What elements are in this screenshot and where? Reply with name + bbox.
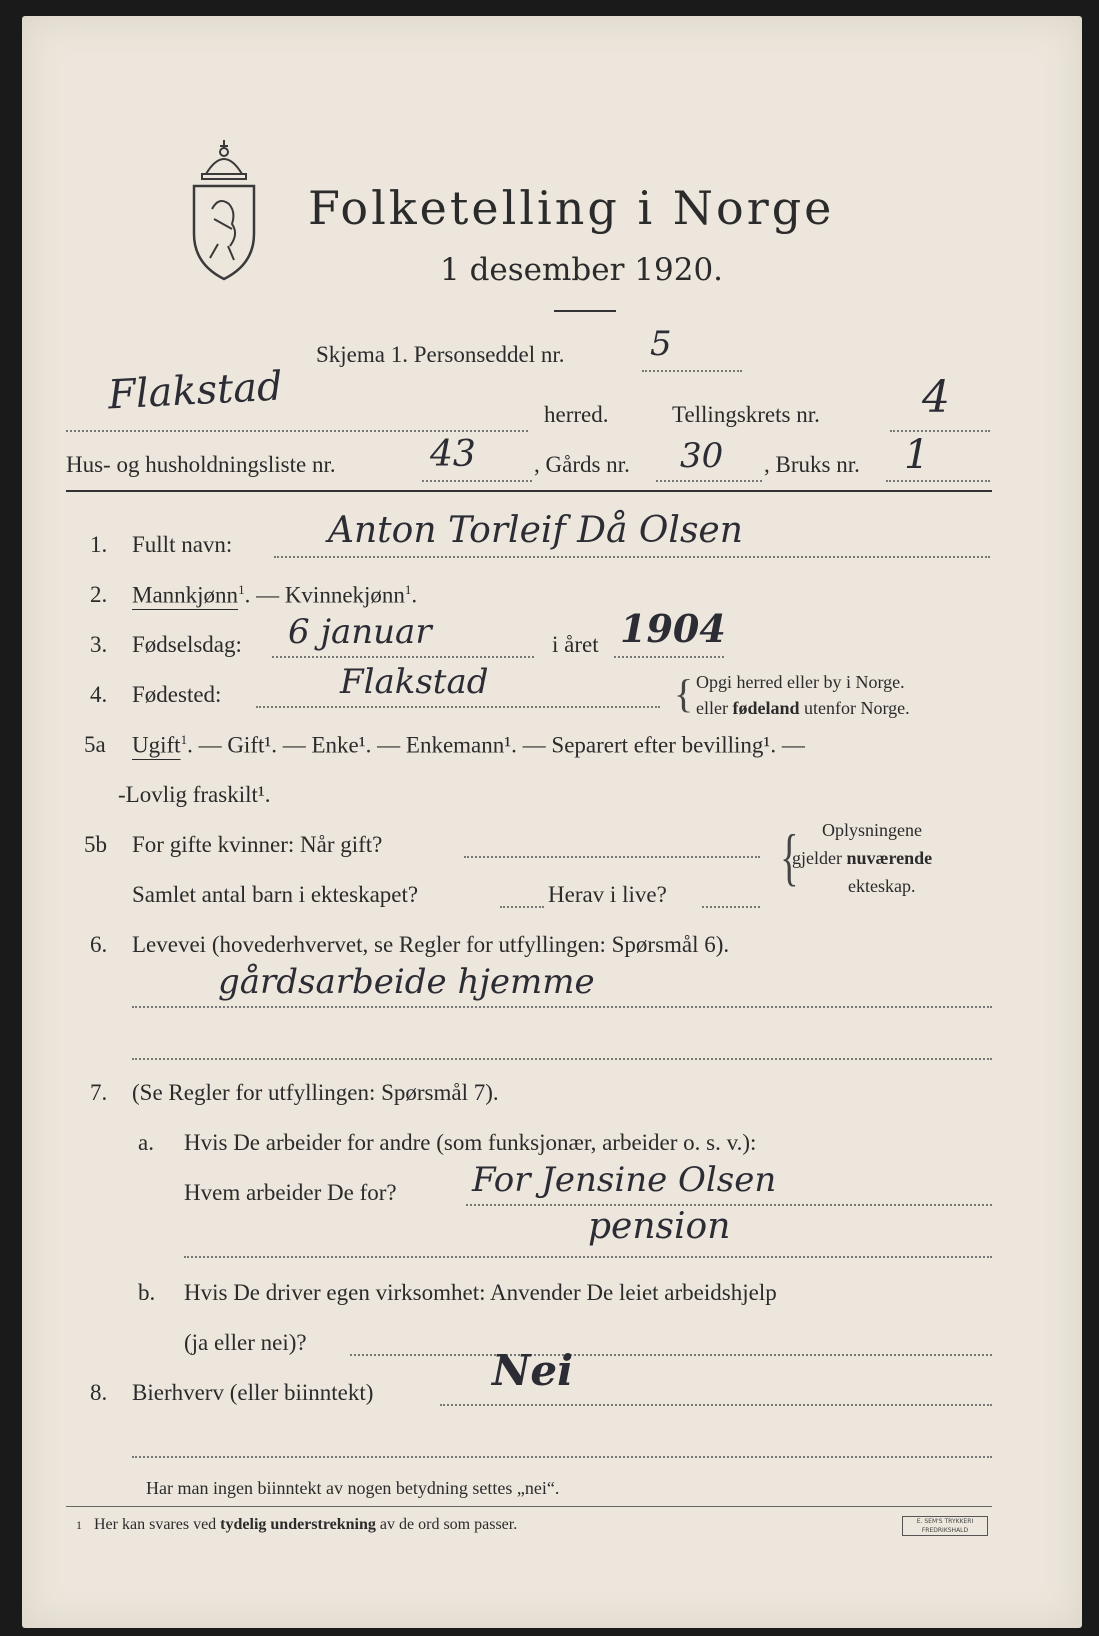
q8-number: 8.	[90, 1380, 108, 1405]
q4-note-line2-pre: eller	[696, 698, 733, 718]
q6-number: 6.	[90, 932, 108, 957]
q1-value: Anton Torleif Då Olsen	[328, 510, 743, 551]
herred-value: Flakstad	[106, 363, 284, 419]
bruks-number: 1	[904, 432, 930, 478]
q5b-note3: ekteskap.	[848, 876, 916, 896]
form-title: Folketelling i Norge	[308, 181, 835, 235]
q6-label: Levevei (hovederhvervet, se Regler for utfyllingen: Spørsmål 6).	[132, 932, 730, 957]
q1-field	[274, 556, 990, 558]
q3-year-label: i året	[552, 632, 599, 657]
q7b-line1: Hvis De driver egen virksomhet: Anvender De leiet arbeidshjelp	[184, 1280, 777, 1305]
census-form	[22, 16, 1082, 1628]
footnote-pre: Her kan svares ved	[94, 1516, 221, 1533]
tellingskrets-label: Tellingskrets nr.	[672, 402, 820, 427]
herred-label: herred.	[544, 402, 609, 427]
q5b-label2: Samlet antal barn i ekteskapet?	[132, 882, 419, 907]
q3-year-field	[614, 656, 724, 658]
skjema-label: Skjema 1. Personseddel nr.	[316, 342, 565, 367]
footnote-number: 1	[76, 1518, 82, 1532]
q3-label: Fødselsdag:	[132, 632, 242, 657]
form-date: 1 desember 1920.	[440, 252, 724, 288]
footnote-bold: tydelig understrekning	[220, 1516, 376, 1533]
q4-field	[256, 706, 660, 708]
q7-number: 7.	[90, 1080, 108, 1105]
hus-number: 43	[430, 434, 476, 475]
gards-field	[656, 480, 762, 482]
q2-male-footnote: 1	[238, 582, 245, 597]
printer-stamp: E. SEM'S TRYKKERI FREDRIKSHALD	[902, 1516, 988, 1536]
hus-label: Hus- og husholdningsliste nr.	[66, 452, 336, 477]
q6-field-line2	[132, 1058, 992, 1060]
herred-field	[66, 430, 528, 432]
footnote-rule	[66, 1506, 992, 1507]
norway-coat-of-arms-icon	[184, 134, 264, 284]
hus-field	[422, 480, 532, 482]
q2-options	[132, 582, 417, 609]
tellingskrets-number: 4	[922, 372, 950, 423]
q4-note-line1: Opgi herred eller by i Norge.	[696, 672, 905, 692]
q5a-rest-options: . — Gift¹. — Enke¹. — Enkemann¹. — Separert efter bevilling¹. —	[187, 732, 805, 758]
q4-note-line2-post: utenfor Norge.	[799, 698, 910, 718]
q8-value: Nei	[492, 1346, 574, 1395]
q2-male-option: Mannkjønn	[132, 582, 239, 608]
q5a-ugift-option: Ugift	[132, 732, 181, 758]
q5b-children-field	[500, 906, 544, 908]
q7a-letter: a.	[138, 1130, 154, 1155]
q5b-married-field	[464, 856, 760, 858]
q1-number: 1.	[90, 532, 108, 557]
q4-label: Fødested:	[132, 682, 222, 707]
q5b-number: 5b	[84, 832, 107, 857]
q3-year: 1904	[620, 606, 726, 651]
q7b-line2: (ja eller nei)?	[184, 1330, 307, 1355]
q7b-letter: b.	[138, 1280, 156, 1305]
personseddel-field	[642, 370, 742, 372]
q8-label: Bierhverv (eller biinntekt)	[132, 1380, 374, 1405]
q5b-note2-pre: gjelder	[792, 848, 847, 868]
q6-value: gårdsarbeide hjemme	[218, 962, 595, 1002]
q7a-line2: Hvem arbeider De for?	[184, 1180, 397, 1205]
personseddel-number: 5	[650, 324, 672, 364]
q5b-note2-bold: nuværende	[846, 848, 933, 868]
q5b-note2	[792, 848, 932, 869]
bruks-label: , Bruks nr.	[764, 452, 860, 477]
q2-female-option: Kvinnekjønn	[284, 582, 405, 608]
q7a-line1: Hvis De arbeider for andre (som funksjonær, arbeider o. s. v.):	[184, 1130, 757, 1155]
q8-field-line1	[440, 1404, 992, 1406]
footnote	[76, 1516, 517, 1534]
q4-value: Flakstad	[340, 662, 489, 702]
q5b-note1: Oplysningene	[822, 820, 922, 840]
q5b-alive-field	[702, 906, 760, 908]
q5a-options	[132, 732, 805, 759]
q5b-label3: Herav i live?	[548, 882, 667, 907]
footer-note: Har man ingen biinntekt av nogen betydning settes „nei“.	[146, 1478, 560, 1498]
footnote-post: av de ord som passer.	[375, 1516, 518, 1533]
q2-end: .	[411, 582, 418, 608]
q1-label: Fullt navn:	[132, 532, 233, 557]
q6-field-line1	[132, 1006, 992, 1008]
q7b-field	[350, 1354, 992, 1356]
q7a-value1: For Jensine Olsen	[472, 1160, 777, 1200]
q5b-label1: For gifte kvinner: Når gift?	[132, 832, 383, 857]
q7a-field-line2	[184, 1256, 992, 1258]
q3-number: 3.	[90, 632, 108, 657]
q8-field-line2	[132, 1456, 992, 1458]
q7a-value2: pension	[588, 1206, 731, 1247]
gards-number: 30	[680, 436, 724, 476]
q5a-number: 5a	[84, 732, 106, 757]
q5a-ugift-footnote: 1	[180, 732, 188, 747]
q4-note-line2	[696, 698, 910, 719]
header-rule	[66, 490, 992, 492]
q3-day-field	[272, 656, 534, 658]
q4-note-line2-bold: fødeland	[732, 698, 800, 718]
q5b-brace: {	[780, 821, 799, 892]
q4-number: 4.	[90, 682, 108, 707]
title-divider	[554, 310, 616, 312]
gards-label: , Gårds nr.	[534, 452, 630, 477]
q2-number: 2.	[90, 582, 108, 607]
q5a-line2: -Lovlig fraskilt¹.	[118, 782, 271, 807]
q2-female-footnote: 1	[404, 582, 412, 597]
q4-brace: {	[674, 671, 694, 716]
q2-separator: . —	[244, 582, 285, 608]
q7-label: (Se Regler for utfyllingen: Spørsmål 7).	[132, 1080, 499, 1105]
bruks-field	[886, 480, 990, 482]
q3-value: 6 januar	[288, 612, 432, 652]
